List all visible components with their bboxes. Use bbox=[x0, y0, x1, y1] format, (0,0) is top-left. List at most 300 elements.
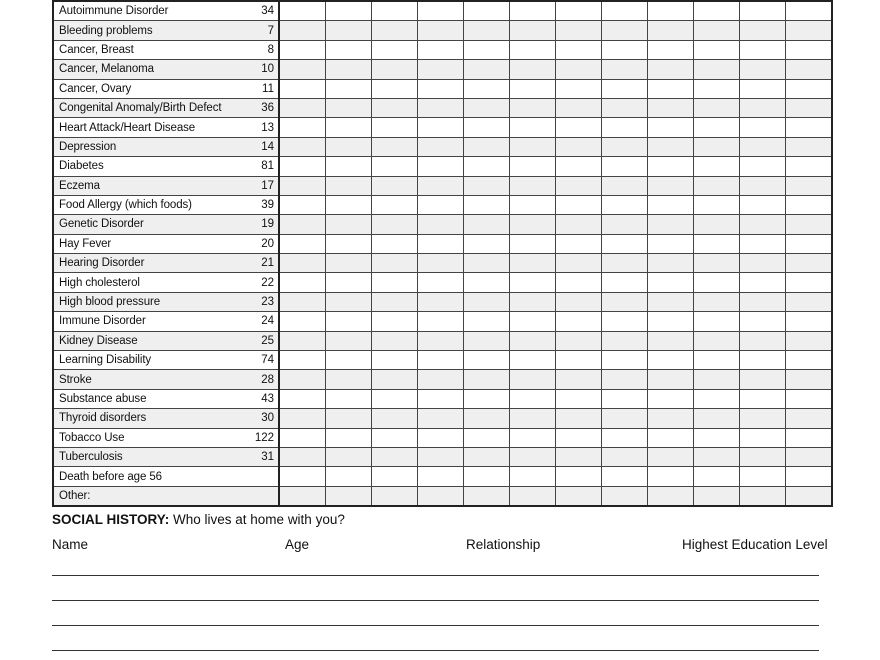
relative-checkbox-cell[interactable] bbox=[786, 234, 833, 253]
relative-checkbox-cell[interactable] bbox=[648, 195, 694, 214]
relative-checkbox-cell[interactable] bbox=[372, 447, 418, 466]
relative-checkbox-cell[interactable] bbox=[418, 60, 464, 79]
relative-checkbox-cell[interactable] bbox=[418, 351, 464, 370]
relative-checkbox-cell[interactable] bbox=[648, 215, 694, 234]
relative-checkbox-cell[interactable] bbox=[464, 98, 510, 117]
relative-checkbox-cell[interactable] bbox=[694, 1, 740, 21]
relative-checkbox-cell[interactable] bbox=[740, 486, 786, 506]
relative-checkbox-cell[interactable] bbox=[510, 254, 556, 273]
relative-checkbox-cell[interactable] bbox=[648, 273, 694, 292]
relative-checkbox-cell[interactable] bbox=[556, 331, 602, 350]
relative-checkbox-cell[interactable] bbox=[740, 467, 786, 486]
relative-checkbox-cell[interactable] bbox=[694, 98, 740, 117]
relative-checkbox-cell[interactable] bbox=[556, 60, 602, 79]
relative-checkbox-cell[interactable] bbox=[464, 312, 510, 331]
household-member-line[interactable] bbox=[52, 650, 819, 651]
relative-checkbox-cell[interactable] bbox=[372, 157, 418, 176]
relative-checkbox-cell[interactable] bbox=[602, 312, 648, 331]
relative-checkbox-cell[interactable] bbox=[326, 467, 372, 486]
relative-checkbox-cell[interactable] bbox=[786, 273, 833, 292]
relative-checkbox-cell[interactable] bbox=[418, 157, 464, 176]
relative-checkbox-cell[interactable] bbox=[279, 273, 326, 292]
relative-checkbox-cell[interactable] bbox=[418, 79, 464, 98]
relative-checkbox-cell[interactable] bbox=[372, 40, 418, 59]
relative-checkbox-cell[interactable] bbox=[326, 254, 372, 273]
relative-checkbox-cell[interactable] bbox=[694, 428, 740, 447]
relative-checkbox-cell[interactable] bbox=[694, 137, 740, 156]
relative-checkbox-cell[interactable] bbox=[464, 428, 510, 447]
relative-checkbox-cell[interactable] bbox=[740, 79, 786, 98]
relative-checkbox-cell[interactable] bbox=[740, 447, 786, 466]
relative-checkbox-cell[interactable] bbox=[279, 389, 326, 408]
relative-checkbox-cell[interactable] bbox=[648, 234, 694, 253]
relative-checkbox-cell[interactable] bbox=[694, 467, 740, 486]
relative-checkbox-cell[interactable] bbox=[372, 370, 418, 389]
relative-checkbox-cell[interactable] bbox=[464, 486, 510, 506]
relative-checkbox-cell[interactable] bbox=[694, 195, 740, 214]
relative-checkbox-cell[interactable] bbox=[326, 409, 372, 428]
relative-checkbox-cell[interactable] bbox=[556, 157, 602, 176]
relative-checkbox-cell[interactable] bbox=[326, 195, 372, 214]
relative-checkbox-cell[interactable] bbox=[510, 312, 556, 331]
relative-checkbox-cell[interactable] bbox=[602, 254, 648, 273]
relative-checkbox-cell[interactable] bbox=[372, 351, 418, 370]
relative-checkbox-cell[interactable] bbox=[786, 176, 833, 195]
relative-checkbox-cell[interactable] bbox=[464, 234, 510, 253]
relative-checkbox-cell[interactable] bbox=[740, 215, 786, 234]
relative-checkbox-cell[interactable] bbox=[786, 21, 833, 40]
relative-checkbox-cell[interactable] bbox=[694, 351, 740, 370]
relative-checkbox-cell[interactable] bbox=[418, 40, 464, 59]
relative-checkbox-cell[interactable] bbox=[786, 486, 833, 506]
relative-checkbox-cell[interactable] bbox=[786, 195, 833, 214]
relative-checkbox-cell[interactable] bbox=[510, 195, 556, 214]
relative-checkbox-cell[interactable] bbox=[694, 176, 740, 195]
relative-checkbox-cell[interactable] bbox=[326, 428, 372, 447]
relative-checkbox-cell[interactable] bbox=[279, 331, 326, 350]
relative-checkbox-cell[interactable] bbox=[786, 351, 833, 370]
relative-checkbox-cell[interactable] bbox=[372, 486, 418, 506]
relative-checkbox-cell[interactable] bbox=[372, 312, 418, 331]
relative-checkbox-cell[interactable] bbox=[279, 467, 326, 486]
relative-checkbox-cell[interactable] bbox=[602, 273, 648, 292]
relative-checkbox-cell[interactable] bbox=[556, 409, 602, 428]
relative-checkbox-cell[interactable] bbox=[602, 215, 648, 234]
relative-checkbox-cell[interactable] bbox=[556, 176, 602, 195]
relative-checkbox-cell[interactable] bbox=[326, 118, 372, 137]
relative-checkbox-cell[interactable] bbox=[648, 60, 694, 79]
relative-checkbox-cell[interactable] bbox=[556, 1, 602, 21]
relative-checkbox-cell[interactable] bbox=[372, 467, 418, 486]
relative-checkbox-cell[interactable] bbox=[740, 331, 786, 350]
relative-checkbox-cell[interactable] bbox=[648, 486, 694, 506]
relative-checkbox-cell[interactable] bbox=[418, 273, 464, 292]
relative-checkbox-cell[interactable] bbox=[648, 428, 694, 447]
relative-checkbox-cell[interactable] bbox=[326, 292, 372, 311]
relative-checkbox-cell[interactable] bbox=[602, 486, 648, 506]
relative-checkbox-cell[interactable] bbox=[602, 447, 648, 466]
relative-checkbox-cell[interactable] bbox=[740, 409, 786, 428]
relative-checkbox-cell[interactable] bbox=[648, 98, 694, 117]
relative-checkbox-cell[interactable] bbox=[740, 40, 786, 59]
relative-checkbox-cell[interactable] bbox=[464, 447, 510, 466]
relative-checkbox-cell[interactable] bbox=[510, 486, 556, 506]
relative-checkbox-cell[interactable] bbox=[786, 137, 833, 156]
relative-checkbox-cell[interactable] bbox=[464, 40, 510, 59]
relative-checkbox-cell[interactable] bbox=[602, 137, 648, 156]
relative-checkbox-cell[interactable] bbox=[556, 79, 602, 98]
relative-checkbox-cell[interactable] bbox=[464, 409, 510, 428]
relative-checkbox-cell[interactable] bbox=[464, 1, 510, 21]
relative-checkbox-cell[interactable] bbox=[510, 98, 556, 117]
relative-checkbox-cell[interactable] bbox=[740, 273, 786, 292]
relative-checkbox-cell[interactable] bbox=[740, 312, 786, 331]
relative-checkbox-cell[interactable] bbox=[326, 21, 372, 40]
relative-checkbox-cell[interactable] bbox=[418, 176, 464, 195]
relative-checkbox-cell[interactable] bbox=[786, 292, 833, 311]
relative-checkbox-cell[interactable] bbox=[602, 467, 648, 486]
relative-checkbox-cell[interactable] bbox=[418, 98, 464, 117]
relative-checkbox-cell[interactable] bbox=[556, 254, 602, 273]
relative-checkbox-cell[interactable] bbox=[648, 118, 694, 137]
relative-checkbox-cell[interactable] bbox=[464, 273, 510, 292]
relative-checkbox-cell[interactable] bbox=[510, 351, 556, 370]
relative-checkbox-cell[interactable] bbox=[556, 195, 602, 214]
relative-checkbox-cell[interactable] bbox=[556, 215, 602, 234]
relative-checkbox-cell[interactable] bbox=[648, 351, 694, 370]
relative-checkbox-cell[interactable] bbox=[326, 40, 372, 59]
relative-checkbox-cell[interactable] bbox=[556, 312, 602, 331]
relative-checkbox-cell[interactable] bbox=[740, 60, 786, 79]
relative-checkbox-cell[interactable] bbox=[464, 79, 510, 98]
relative-checkbox-cell[interactable] bbox=[556, 486, 602, 506]
relative-checkbox-cell[interactable] bbox=[372, 389, 418, 408]
relative-checkbox-cell[interactable] bbox=[510, 273, 556, 292]
relative-checkbox-cell[interactable] bbox=[279, 409, 326, 428]
relative-checkbox-cell[interactable] bbox=[279, 118, 326, 137]
relative-checkbox-cell[interactable] bbox=[326, 137, 372, 156]
relative-checkbox-cell[interactable] bbox=[694, 234, 740, 253]
relative-checkbox-cell[interactable] bbox=[740, 137, 786, 156]
relative-checkbox-cell[interactable] bbox=[418, 486, 464, 506]
relative-checkbox-cell[interactable] bbox=[694, 447, 740, 466]
relative-checkbox-cell[interactable] bbox=[556, 273, 602, 292]
relative-checkbox-cell[interactable] bbox=[418, 312, 464, 331]
relative-checkbox-cell[interactable] bbox=[786, 98, 833, 117]
relative-checkbox-cell[interactable] bbox=[464, 254, 510, 273]
relative-checkbox-cell[interactable] bbox=[648, 292, 694, 311]
relative-checkbox-cell[interactable] bbox=[740, 157, 786, 176]
relative-checkbox-cell[interactable] bbox=[556, 234, 602, 253]
relative-checkbox-cell[interactable] bbox=[510, 389, 556, 408]
relative-checkbox-cell[interactable] bbox=[418, 234, 464, 253]
relative-checkbox-cell[interactable] bbox=[556, 118, 602, 137]
relative-checkbox-cell[interactable] bbox=[372, 409, 418, 428]
relative-checkbox-cell[interactable] bbox=[556, 40, 602, 59]
relative-checkbox-cell[interactable] bbox=[464, 215, 510, 234]
relative-checkbox-cell[interactable] bbox=[648, 447, 694, 466]
relative-checkbox-cell[interactable] bbox=[326, 370, 372, 389]
relative-checkbox-cell[interactable] bbox=[740, 428, 786, 447]
relative-checkbox-cell[interactable] bbox=[279, 234, 326, 253]
relative-checkbox-cell[interactable] bbox=[786, 370, 833, 389]
relative-checkbox-cell[interactable] bbox=[602, 428, 648, 447]
relative-checkbox-cell[interactable] bbox=[279, 312, 326, 331]
relative-checkbox-cell[interactable] bbox=[648, 79, 694, 98]
relative-checkbox-cell[interactable] bbox=[372, 60, 418, 79]
relative-checkbox-cell[interactable] bbox=[510, 234, 556, 253]
relative-checkbox-cell[interactable] bbox=[740, 98, 786, 117]
household-member-line[interactable] bbox=[52, 625, 819, 626]
relative-checkbox-cell[interactable] bbox=[602, 98, 648, 117]
relative-checkbox-cell[interactable] bbox=[510, 60, 556, 79]
relative-checkbox-cell[interactable] bbox=[648, 176, 694, 195]
relative-checkbox-cell[interactable] bbox=[786, 1, 833, 21]
relative-checkbox-cell[interactable] bbox=[556, 447, 602, 466]
relative-checkbox-cell[interactable] bbox=[279, 176, 326, 195]
relative-checkbox-cell[interactable] bbox=[510, 118, 556, 137]
relative-checkbox-cell[interactable] bbox=[510, 157, 556, 176]
relative-checkbox-cell[interactable] bbox=[372, 21, 418, 40]
relative-checkbox-cell[interactable] bbox=[510, 331, 556, 350]
relative-checkbox-cell[interactable] bbox=[418, 254, 464, 273]
relative-checkbox-cell[interactable] bbox=[326, 312, 372, 331]
relative-checkbox-cell[interactable] bbox=[602, 195, 648, 214]
relative-checkbox-cell[interactable] bbox=[602, 389, 648, 408]
relative-checkbox-cell[interactable] bbox=[326, 215, 372, 234]
relative-checkbox-cell[interactable] bbox=[648, 467, 694, 486]
relative-checkbox-cell[interactable] bbox=[372, 273, 418, 292]
relative-checkbox-cell[interactable] bbox=[464, 331, 510, 350]
relative-checkbox-cell[interactable] bbox=[694, 21, 740, 40]
relative-checkbox-cell[interactable] bbox=[648, 254, 694, 273]
relative-checkbox-cell[interactable] bbox=[556, 98, 602, 117]
relative-checkbox-cell[interactable] bbox=[372, 254, 418, 273]
relative-checkbox-cell[interactable] bbox=[556, 137, 602, 156]
relative-checkbox-cell[interactable] bbox=[694, 273, 740, 292]
relative-checkbox-cell[interactable] bbox=[464, 118, 510, 137]
relative-checkbox-cell[interactable] bbox=[326, 157, 372, 176]
relative-checkbox-cell[interactable] bbox=[418, 370, 464, 389]
relative-checkbox-cell[interactable] bbox=[418, 447, 464, 466]
relative-checkbox-cell[interactable] bbox=[602, 40, 648, 59]
relative-checkbox-cell[interactable] bbox=[418, 195, 464, 214]
relative-checkbox-cell[interactable] bbox=[694, 409, 740, 428]
relative-checkbox-cell[interactable] bbox=[602, 292, 648, 311]
relative-checkbox-cell[interactable] bbox=[326, 1, 372, 21]
relative-checkbox-cell[interactable] bbox=[648, 21, 694, 40]
relative-checkbox-cell[interactable] bbox=[464, 195, 510, 214]
relative-checkbox-cell[interactable] bbox=[464, 389, 510, 408]
relative-checkbox-cell[interactable] bbox=[786, 254, 833, 273]
relative-checkbox-cell[interactable] bbox=[648, 137, 694, 156]
relative-checkbox-cell[interactable] bbox=[786, 331, 833, 350]
relative-checkbox-cell[interactable] bbox=[326, 331, 372, 350]
relative-checkbox-cell[interactable] bbox=[510, 137, 556, 156]
relative-checkbox-cell[interactable] bbox=[510, 447, 556, 466]
relative-checkbox-cell[interactable] bbox=[786, 157, 833, 176]
relative-checkbox-cell[interactable] bbox=[786, 312, 833, 331]
relative-checkbox-cell[interactable] bbox=[326, 389, 372, 408]
relative-checkbox-cell[interactable] bbox=[694, 389, 740, 408]
relative-checkbox-cell[interactable] bbox=[510, 215, 556, 234]
relative-checkbox-cell[interactable] bbox=[279, 137, 326, 156]
relative-checkbox-cell[interactable] bbox=[510, 467, 556, 486]
relative-checkbox-cell[interactable] bbox=[372, 428, 418, 447]
relative-checkbox-cell[interactable] bbox=[418, 1, 464, 21]
relative-checkbox-cell[interactable] bbox=[372, 292, 418, 311]
relative-checkbox-cell[interactable] bbox=[326, 60, 372, 79]
relative-checkbox-cell[interactable] bbox=[464, 351, 510, 370]
relative-checkbox-cell[interactable] bbox=[648, 40, 694, 59]
relative-checkbox-cell[interactable] bbox=[602, 118, 648, 137]
relative-checkbox-cell[interactable] bbox=[510, 428, 556, 447]
relative-checkbox-cell[interactable] bbox=[326, 351, 372, 370]
relative-checkbox-cell[interactable] bbox=[464, 467, 510, 486]
relative-checkbox-cell[interactable] bbox=[510, 79, 556, 98]
relative-checkbox-cell[interactable] bbox=[372, 79, 418, 98]
relative-checkbox-cell[interactable] bbox=[279, 370, 326, 389]
relative-checkbox-cell[interactable] bbox=[786, 447, 833, 466]
relative-checkbox-cell[interactable] bbox=[648, 157, 694, 176]
relative-checkbox-cell[interactable] bbox=[510, 370, 556, 389]
relative-checkbox-cell[interactable] bbox=[694, 370, 740, 389]
relative-checkbox-cell[interactable] bbox=[418, 467, 464, 486]
relative-checkbox-cell[interactable] bbox=[648, 1, 694, 21]
relative-checkbox-cell[interactable] bbox=[694, 60, 740, 79]
relative-checkbox-cell[interactable] bbox=[279, 215, 326, 234]
relative-checkbox-cell[interactable] bbox=[279, 21, 326, 40]
relative-checkbox-cell[interactable] bbox=[694, 215, 740, 234]
relative-checkbox-cell[interactable] bbox=[279, 486, 326, 506]
household-member-line[interactable] bbox=[52, 600, 819, 601]
relative-checkbox-cell[interactable] bbox=[786, 79, 833, 98]
relative-checkbox-cell[interactable] bbox=[694, 79, 740, 98]
relative-checkbox-cell[interactable] bbox=[786, 467, 833, 486]
relative-checkbox-cell[interactable] bbox=[279, 40, 326, 59]
relative-checkbox-cell[interactable] bbox=[464, 137, 510, 156]
relative-checkbox-cell[interactable] bbox=[510, 1, 556, 21]
relative-checkbox-cell[interactable] bbox=[279, 351, 326, 370]
relative-checkbox-cell[interactable] bbox=[786, 215, 833, 234]
relative-checkbox-cell[interactable] bbox=[740, 234, 786, 253]
relative-checkbox-cell[interactable] bbox=[372, 137, 418, 156]
relative-checkbox-cell[interactable] bbox=[464, 21, 510, 40]
relative-checkbox-cell[interactable] bbox=[510, 409, 556, 428]
relative-checkbox-cell[interactable] bbox=[556, 428, 602, 447]
relative-checkbox-cell[interactable] bbox=[740, 176, 786, 195]
relative-checkbox-cell[interactable] bbox=[786, 428, 833, 447]
relative-checkbox-cell[interactable] bbox=[326, 234, 372, 253]
relative-checkbox-cell[interactable] bbox=[648, 389, 694, 408]
relative-checkbox-cell[interactable] bbox=[372, 195, 418, 214]
relative-checkbox-cell[interactable] bbox=[602, 234, 648, 253]
relative-checkbox-cell[interactable] bbox=[602, 176, 648, 195]
relative-checkbox-cell[interactable] bbox=[372, 118, 418, 137]
relative-checkbox-cell[interactable] bbox=[279, 98, 326, 117]
relative-checkbox-cell[interactable] bbox=[556, 389, 602, 408]
relative-checkbox-cell[interactable] bbox=[418, 137, 464, 156]
relative-checkbox-cell[interactable] bbox=[510, 176, 556, 195]
relative-checkbox-cell[interactable] bbox=[279, 292, 326, 311]
relative-checkbox-cell[interactable] bbox=[740, 351, 786, 370]
relative-checkbox-cell[interactable] bbox=[740, 21, 786, 40]
relative-checkbox-cell[interactable] bbox=[556, 292, 602, 311]
relative-checkbox-cell[interactable] bbox=[602, 157, 648, 176]
relative-checkbox-cell[interactable] bbox=[464, 292, 510, 311]
relative-checkbox-cell[interactable] bbox=[418, 428, 464, 447]
relative-checkbox-cell[interactable] bbox=[326, 176, 372, 195]
relative-checkbox-cell[interactable] bbox=[694, 118, 740, 137]
relative-checkbox-cell[interactable] bbox=[740, 195, 786, 214]
relative-checkbox-cell[interactable] bbox=[556, 467, 602, 486]
relative-checkbox-cell[interactable] bbox=[372, 176, 418, 195]
relative-checkbox-cell[interactable] bbox=[556, 351, 602, 370]
relative-checkbox-cell[interactable] bbox=[786, 40, 833, 59]
relative-checkbox-cell[interactable] bbox=[279, 428, 326, 447]
relative-checkbox-cell[interactable] bbox=[464, 176, 510, 195]
relative-checkbox-cell[interactable] bbox=[418, 215, 464, 234]
relative-checkbox-cell[interactable] bbox=[279, 254, 326, 273]
relative-checkbox-cell[interactable] bbox=[464, 370, 510, 389]
relative-checkbox-cell[interactable] bbox=[602, 21, 648, 40]
relative-checkbox-cell[interactable] bbox=[372, 331, 418, 350]
relative-checkbox-cell[interactable] bbox=[418, 409, 464, 428]
relative-checkbox-cell[interactable] bbox=[418, 389, 464, 408]
relative-checkbox-cell[interactable] bbox=[418, 21, 464, 40]
relative-checkbox-cell[interactable] bbox=[279, 157, 326, 176]
relative-checkbox-cell[interactable] bbox=[602, 351, 648, 370]
relative-checkbox-cell[interactable] bbox=[602, 331, 648, 350]
relative-checkbox-cell[interactable] bbox=[372, 215, 418, 234]
relative-checkbox-cell[interactable] bbox=[279, 1, 326, 21]
relative-checkbox-cell[interactable] bbox=[326, 79, 372, 98]
relative-checkbox-cell[interactable] bbox=[372, 98, 418, 117]
relative-checkbox-cell[interactable] bbox=[372, 1, 418, 21]
relative-checkbox-cell[interactable] bbox=[694, 486, 740, 506]
relative-checkbox-cell[interactable] bbox=[418, 292, 464, 311]
relative-checkbox-cell[interactable] bbox=[648, 370, 694, 389]
relative-checkbox-cell[interactable] bbox=[326, 98, 372, 117]
relative-checkbox-cell[interactable] bbox=[740, 254, 786, 273]
relative-checkbox-cell[interactable] bbox=[694, 157, 740, 176]
relative-checkbox-cell[interactable] bbox=[326, 486, 372, 506]
relative-checkbox-cell[interactable] bbox=[694, 254, 740, 273]
relative-checkbox-cell[interactable] bbox=[786, 118, 833, 137]
relative-checkbox-cell[interactable] bbox=[740, 370, 786, 389]
relative-checkbox-cell[interactable] bbox=[740, 1, 786, 21]
relative-checkbox-cell[interactable] bbox=[602, 1, 648, 21]
relative-checkbox-cell[interactable] bbox=[694, 312, 740, 331]
relative-checkbox-cell[interactable] bbox=[786, 409, 833, 428]
relative-checkbox-cell[interactable] bbox=[326, 273, 372, 292]
relative-checkbox-cell[interactable] bbox=[372, 234, 418, 253]
relative-checkbox-cell[interactable] bbox=[464, 60, 510, 79]
relative-checkbox-cell[interactable] bbox=[786, 60, 833, 79]
relative-checkbox-cell[interactable] bbox=[510, 292, 556, 311]
relative-checkbox-cell[interactable] bbox=[279, 60, 326, 79]
relative-checkbox-cell[interactable] bbox=[510, 40, 556, 59]
household-member-line[interactable] bbox=[52, 575, 819, 576]
relative-checkbox-cell[interactable] bbox=[694, 331, 740, 350]
relative-checkbox-cell[interactable] bbox=[510, 21, 556, 40]
relative-checkbox-cell[interactable] bbox=[602, 60, 648, 79]
relative-checkbox-cell[interactable] bbox=[326, 447, 372, 466]
relative-checkbox-cell[interactable] bbox=[648, 331, 694, 350]
relative-checkbox-cell[interactable] bbox=[648, 409, 694, 428]
relative-checkbox-cell[interactable] bbox=[694, 40, 740, 59]
relative-checkbox-cell[interactable] bbox=[740, 292, 786, 311]
